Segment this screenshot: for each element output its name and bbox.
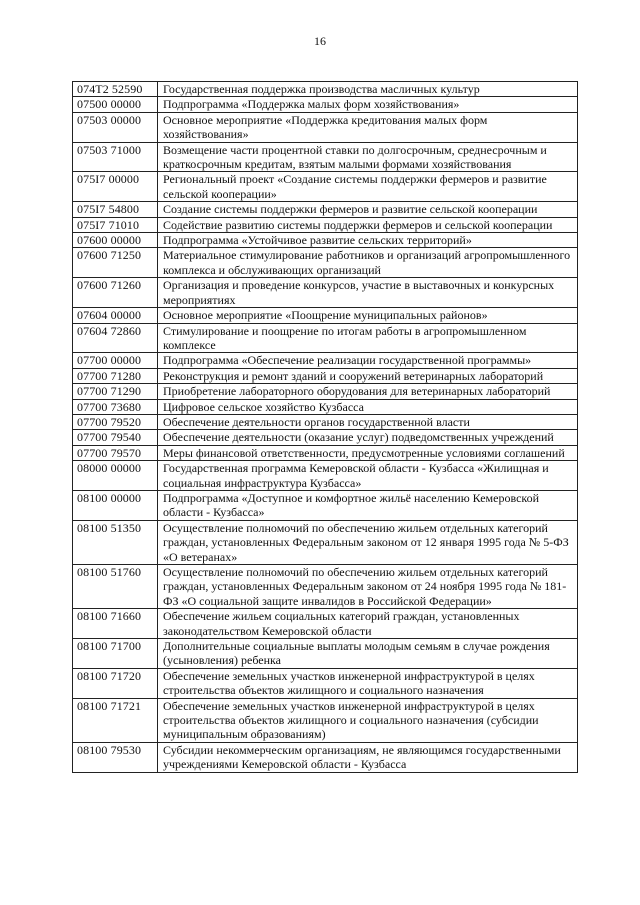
row-description: Подпрограмма «Устойчивое развитие сельских территорий» bbox=[158, 233, 578, 248]
row-code: 08100 71720 bbox=[73, 668, 158, 698]
row-description: Меры финансовой ответственности, предусмотренные условиями соглашений bbox=[158, 445, 578, 460]
table-row bbox=[73, 248, 578, 278]
table-row bbox=[73, 217, 578, 232]
row-code: 07503 71000 bbox=[73, 142, 158, 172]
row-description: Субсидии некоммерческим организациям, не являющимся государственными учреждениями Кемеровской области - Кузбасса bbox=[158, 742, 578, 772]
table-row bbox=[73, 112, 578, 142]
row-description: Подпрограмма «Обеспечение реализации государственной программы» bbox=[158, 353, 578, 368]
row-description: Организация и проведение конкурсов, участие в выставочных и конкурсных мероприятиях bbox=[158, 278, 578, 308]
table-row bbox=[73, 368, 578, 383]
table-row bbox=[73, 414, 578, 429]
row-code: 07503 00000 bbox=[73, 112, 158, 142]
row-code: 07700 73680 bbox=[73, 399, 158, 414]
row-code: 07604 00000 bbox=[73, 308, 158, 323]
table-row bbox=[73, 353, 578, 368]
row-code: 075I7 00000 bbox=[73, 172, 158, 202]
row-description: Обеспечение земельных участков инженерной инфраструктурой в целях строительства объектов жилищного и социального назначения (субсидии муниципальным образованиям) bbox=[158, 698, 578, 742]
row-code: 07500 00000 bbox=[73, 97, 158, 112]
row-code: 08100 51350 bbox=[73, 520, 158, 564]
row-description: Основное мероприятие «Поддержка кредитования малых форм хозяйствования» bbox=[158, 112, 578, 142]
row-description: Дополнительные социальные выплаты молодым семьям в случае рождения (усыновления) ребенка bbox=[158, 639, 578, 669]
row-code: 07700 79570 bbox=[73, 445, 158, 460]
table-row bbox=[73, 308, 578, 323]
row-code: 07600 71250 bbox=[73, 248, 158, 278]
row-description: Подпрограмма «Доступное и комфортное жильё населению Кемеровской области - Кузбасса» bbox=[158, 490, 578, 520]
table-body bbox=[73, 82, 578, 773]
table-row bbox=[73, 490, 578, 520]
row-code: 07604 72860 bbox=[73, 323, 158, 353]
row-code: 07700 71290 bbox=[73, 384, 158, 399]
row-description: Государственная поддержка производства масличных культур bbox=[158, 82, 578, 97]
row-description: Основное мероприятие «Поощрение муниципальных районов» bbox=[158, 308, 578, 323]
row-code: 08100 00000 bbox=[73, 490, 158, 520]
row-code: 08100 71660 bbox=[73, 609, 158, 639]
table-row bbox=[73, 202, 578, 217]
row-description: Государственная программа Кемеровской области - Кузбасса «Жилищная и социальная инфраструктура Кузбасса» bbox=[158, 461, 578, 491]
row-code: 07600 00000 bbox=[73, 233, 158, 248]
row-description: Подпрограмма «Поддержка малых форм хозяйствования» bbox=[158, 97, 578, 112]
table-row bbox=[73, 565, 578, 609]
row-code: 08000 00000 bbox=[73, 461, 158, 491]
row-description: Содействие развитию системы поддержки фермеров и сельской кооперации bbox=[158, 217, 578, 232]
row-code: 07700 79520 bbox=[73, 414, 158, 429]
table-row bbox=[73, 742, 578, 772]
table-row bbox=[73, 609, 578, 639]
row-description: Приобретение лабораторного оборудования для ветеринарных лабораторий bbox=[158, 384, 578, 399]
row-description: Осуществление полномочий по обеспечению жильем отдельных категорий граждан, установленных Федеральным законом от 12 января 1995 года № 5-ФЗ «О ветеранах» bbox=[158, 520, 578, 564]
table-row bbox=[73, 639, 578, 669]
table-row bbox=[73, 233, 578, 248]
row-description: Осуществление полномочий по обеспечению жильем отдельных категорий граждан, установленных Федеральным законом от 24 ноября 1995 года № 181-ФЗ «О социальной защите инвалидов в Российской Федерации» bbox=[158, 565, 578, 609]
table-row bbox=[73, 399, 578, 414]
table-row bbox=[73, 82, 578, 97]
row-code: 07700 71280 bbox=[73, 368, 158, 383]
table-row bbox=[73, 142, 578, 172]
row-code: 075I7 71010 bbox=[73, 217, 158, 232]
row-description: Стимулирование и поощрение по итогам работы в агропромышленном комплексе bbox=[158, 323, 578, 353]
row-description: Обеспечение жильем социальных категорий граждан, установленных законодательством Кемеровской области bbox=[158, 609, 578, 639]
row-description: Реконструкция и ремонт зданий и сооружений ветеринарных лабораторий bbox=[158, 368, 578, 383]
table-row bbox=[73, 323, 578, 353]
row-description: Региональный проект «Создание системы поддержки фермеров и развитие сельской кооперации» bbox=[158, 172, 578, 202]
row-code: 08100 51760 bbox=[73, 565, 158, 609]
page-number: 16 bbox=[314, 34, 326, 48]
row-description: Возмещение части процентной ставки по долгосрочным, среднесрочным и краткосрочным кредитам, взятым малыми формами хозяйствования bbox=[158, 142, 578, 172]
row-code: 07700 00000 bbox=[73, 353, 158, 368]
table-row bbox=[73, 520, 578, 564]
table-row bbox=[73, 430, 578, 445]
row-code: 08100 71700 bbox=[73, 639, 158, 669]
row-code: 07600 71260 bbox=[73, 278, 158, 308]
table-row bbox=[73, 172, 578, 202]
row-description: Создание системы поддержки фермеров и развитие сельской кооперации bbox=[158, 202, 578, 217]
budget-codes-table bbox=[72, 81, 578, 773]
row-code: 07700 79540 bbox=[73, 430, 158, 445]
row-description: Обеспечение земельных участков инженерной инфраструктурой в целях строительства объектов жилищного и социального назначения bbox=[158, 668, 578, 698]
row-description: Обеспечение деятельности (оказание услуг) подведомственных учреждений bbox=[158, 430, 578, 445]
table-row bbox=[73, 278, 578, 308]
row-code: 074T2 52590 bbox=[73, 82, 158, 97]
table-row bbox=[73, 461, 578, 491]
row-description: Цифровое сельское хозяйство Кузбасса bbox=[158, 399, 578, 414]
row-code: 075I7 54800 bbox=[73, 202, 158, 217]
table-row bbox=[73, 668, 578, 698]
row-code: 08100 79530 bbox=[73, 742, 158, 772]
table-row bbox=[73, 97, 578, 112]
row-description: Обеспечение деятельности органов государственной власти bbox=[158, 414, 578, 429]
row-code: 08100 71721 bbox=[73, 698, 158, 742]
table-row bbox=[73, 698, 578, 742]
table-row bbox=[73, 445, 578, 460]
table-row bbox=[73, 384, 578, 399]
row-description: Материальное стимулирование работников и организаций агропромышленного комплекса и обслуживающих организаций bbox=[158, 248, 578, 278]
